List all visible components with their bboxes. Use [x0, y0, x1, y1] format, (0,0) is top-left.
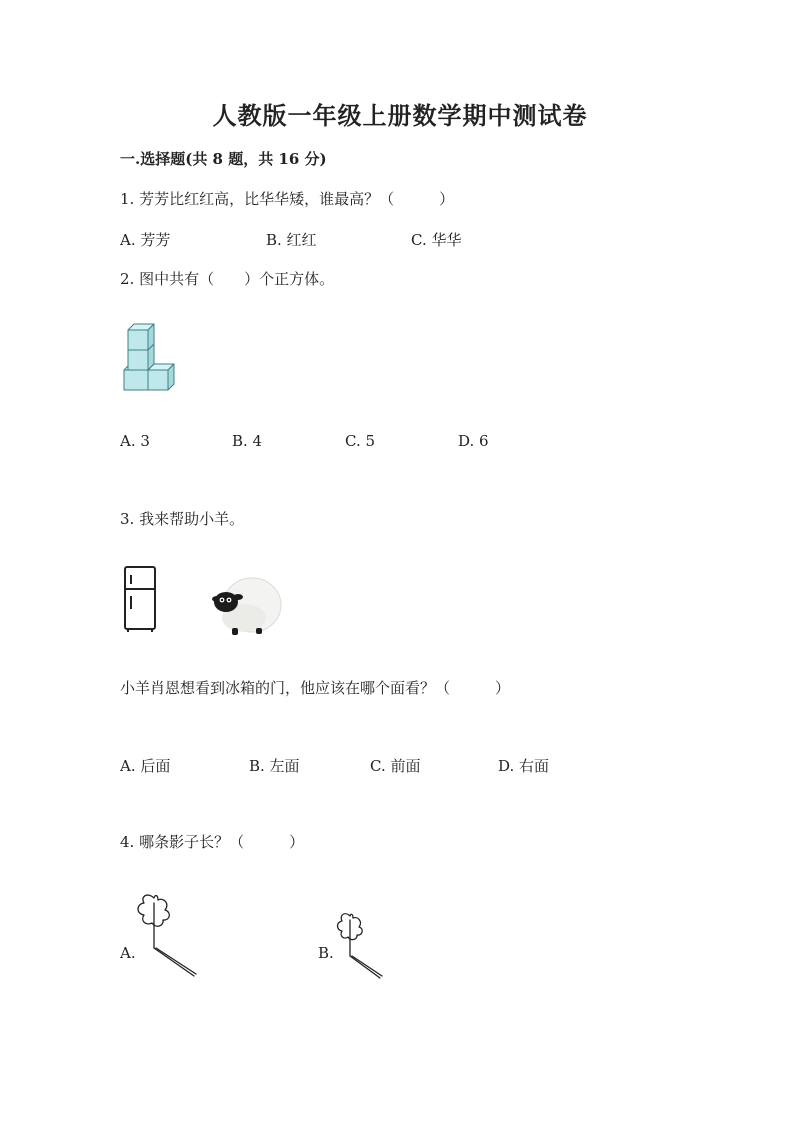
question-3-option-d[interactable]: D. 右面 — [498, 757, 550, 775]
question-3-option-a[interactable]: A. 后面 — [120, 757, 171, 775]
tree-shadow-long-icon — [134, 890, 200, 980]
question-2-option-c[interactable]: C. 5 — [345, 432, 376, 450]
question-4-option-a[interactable]: A. — [120, 944, 136, 962]
sheep-icon — [208, 568, 284, 638]
question-3-option-b[interactable]: B. 左面 — [249, 757, 300, 775]
tree-shadow-short-icon — [334, 910, 386, 982]
question-1-option-c[interactable]: C. 华华 — [411, 231, 462, 249]
cube-stack-icon — [120, 318, 180, 390]
question-1-option-a[interactable]: A. 芳芳 — [120, 231, 171, 249]
question-2-option-b[interactable]: B. 4 — [232, 432, 263, 450]
question-2-stem: 2. 图中共有（ ）个正方体。 — [120, 270, 335, 288]
page-title: 人教版一年级上册数学期中测试卷 — [212, 101, 588, 130]
question-3-sub-question: 小羊肖恩想看到冰箱的门，他应该在哪个面看？（ ） — [120, 679, 511, 697]
question-4-stem: 4. 哪条影子长？（ ） — [120, 833, 305, 851]
question-3-stem: 3. 我来帮助小羊。 — [120, 510, 245, 528]
refrigerator-icon — [122, 565, 158, 633]
question-3-option-c[interactable]: C. 前面 — [370, 757, 421, 775]
question-2-option-d[interactable]: D. 6 — [458, 432, 489, 450]
question-1-stem: 1. 芳芳比红红高，比华华矮，谁最高？（ ） — [120, 190, 455, 208]
question-4-option-b[interactable]: B. — [318, 944, 334, 962]
question-2-option-a[interactable]: A. 3 — [120, 432, 150, 450]
question-1-option-b[interactable]: B. 红红 — [266, 231, 317, 249]
section-heading: 一.选择题(共 8 题，共 16 分) — [120, 150, 327, 168]
